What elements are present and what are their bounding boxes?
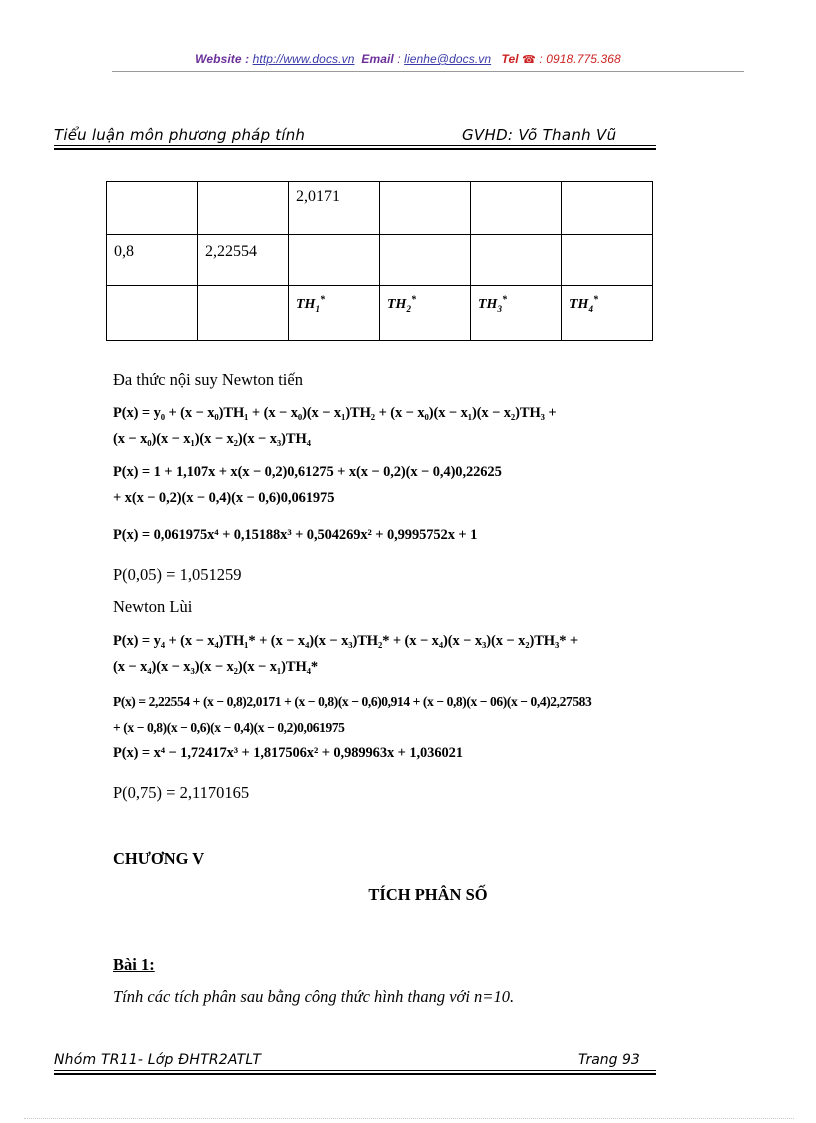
table-cell: 2,0171 — [289, 182, 380, 235]
table-cell — [107, 286, 198, 341]
formula-forward-numeric-line2: + x(x − 0,2)(x − 0,4)(x − 0,6)0,061975 — [113, 490, 335, 506]
newton-backward-title: Newton Lùi — [113, 597, 193, 616]
table-cell — [380, 182, 471, 235]
email-link[interactable]: lienhe@docs.vn — [404, 52, 492, 66]
footer-rule-thin — [54, 1070, 656, 1071]
header-rule-thick — [54, 148, 656, 150]
website-banner — [0, 52, 816, 66]
table-cell — [289, 235, 380, 286]
footer-page-number: Trang 93 — [578, 1052, 640, 1068]
value-p075: P(0,75) = 2,1170165 — [113, 783, 250, 802]
table-row — [107, 182, 653, 235]
footer-rule-thick — [54, 1073, 656, 1075]
table-cell — [380, 235, 471, 286]
table-cell — [471, 182, 562, 235]
table-cell-th4: $TH_4^*$ — [562, 286, 653, 341]
formula-forward-polynomial: P(x) = 0,061975x⁴ + 0,15188x³ + 0,504269x² + 0,9995752x + 1 — [113, 527, 478, 543]
exercise-statement: Tính các tích phân sau bằng công thức hình thang với n=10. — [113, 987, 515, 1006]
formula-backward-polynomial: P(x) = x⁴ − 1,72417x³ + 1,817506x² + 0,989963x + 1,036021 — [113, 745, 463, 761]
table-row — [107, 235, 653, 286]
table-cell — [471, 235, 562, 286]
formula-forward-general-line2: (x − x₀)(x − x₁)(x − x₂)(x − x₃)TH₄ — [113, 431, 311, 447]
formula-forward-general-line1: P(x) = y₀ + (x − x₀)TH₁ + (x − x₀)(x − x₁)TH₂ + (x − x₀)(x − x₁)(x − x₂)TH₃ + — [113, 405, 557, 421]
formula-forward-numeric-line1: P(x) = 1 + 1,107x + x(x − 0,2)0,61275 + x(x − 0,2)(x − 0,4)0,22625 — [113, 464, 502, 480]
table-cell — [562, 182, 653, 235]
table-cell — [562, 235, 653, 286]
chapter-title: TÍCH PHÂN SỐ — [368, 885, 488, 904]
table-cell: 2,22554 — [198, 235, 289, 286]
formula-backward-general-line2: (x − x₄)(x − x₃)(x − x₂)(x − x₁)TH₄* — [113, 659, 319, 675]
exercise-heading: Bài 1: — [113, 955, 155, 974]
table-cell-th1: $TH_1^*$ — [289, 286, 380, 341]
table-cell — [198, 286, 289, 341]
tel-label: Tel — [501, 52, 519, 66]
formula-backward-general-line1: P(x) = y₄ + (x − x₄)TH₁* + (x − x₄)(x − x₃)TH₂* + (x − x₄)(x − x₃)(x − x₂)TH₃* + — [113, 633, 579, 649]
header-course-title: Tiểu luận môn phương pháp tính — [54, 126, 306, 144]
difference-table — [106, 181, 653, 341]
tel-value: : 0918.775.368 — [539, 52, 621, 66]
footer-group-class: Nhóm TR11- Lớp ĐHTR2ATLT — [54, 1052, 262, 1068]
table-cell-th2: $TH_2^*$ — [380, 286, 471, 341]
chapter-heading: CHƯƠNG V — [113, 849, 205, 868]
table-cell: 0,8 — [107, 235, 198, 286]
newton-forward-title: Đa thức nội suy Newton tiến — [113, 370, 303, 389]
website-link[interactable]: http://www.docs.vn — [252, 52, 355, 66]
phone-icon: ☎ — [522, 54, 536, 66]
email-separator: : — [397, 52, 401, 66]
header-rule-thin — [54, 145, 656, 146]
formula-backward-numeric-line2: + (x − 0,8)(x − 0,6)(x − 0,4)(x − 0,2)0,061975 — [113, 720, 345, 735]
formula-backward-numeric-line1: P(x) = 2,22554 + (x − 0,8)2,0171 + (x − 0,8)(x − 0,6)0,914 + (x − 0,8)(x − 06)(x − 0,4)2,27583 — [113, 694, 592, 709]
table-cell-th3: $TH_3^*$ — [471, 286, 562, 341]
table-row — [107, 286, 653, 341]
table-cell — [107, 182, 198, 235]
table-cell — [198, 182, 289, 235]
header-instructor: GVHD: Võ Thanh Vũ — [462, 126, 617, 144]
website-label: Website : — [195, 52, 250, 66]
page-edge — [24, 1118, 794, 1119]
email-label: Email — [361, 52, 394, 66]
banner-rule — [112, 71, 744, 72]
value-p005: P(0,05) = 1,051259 — [113, 565, 242, 584]
